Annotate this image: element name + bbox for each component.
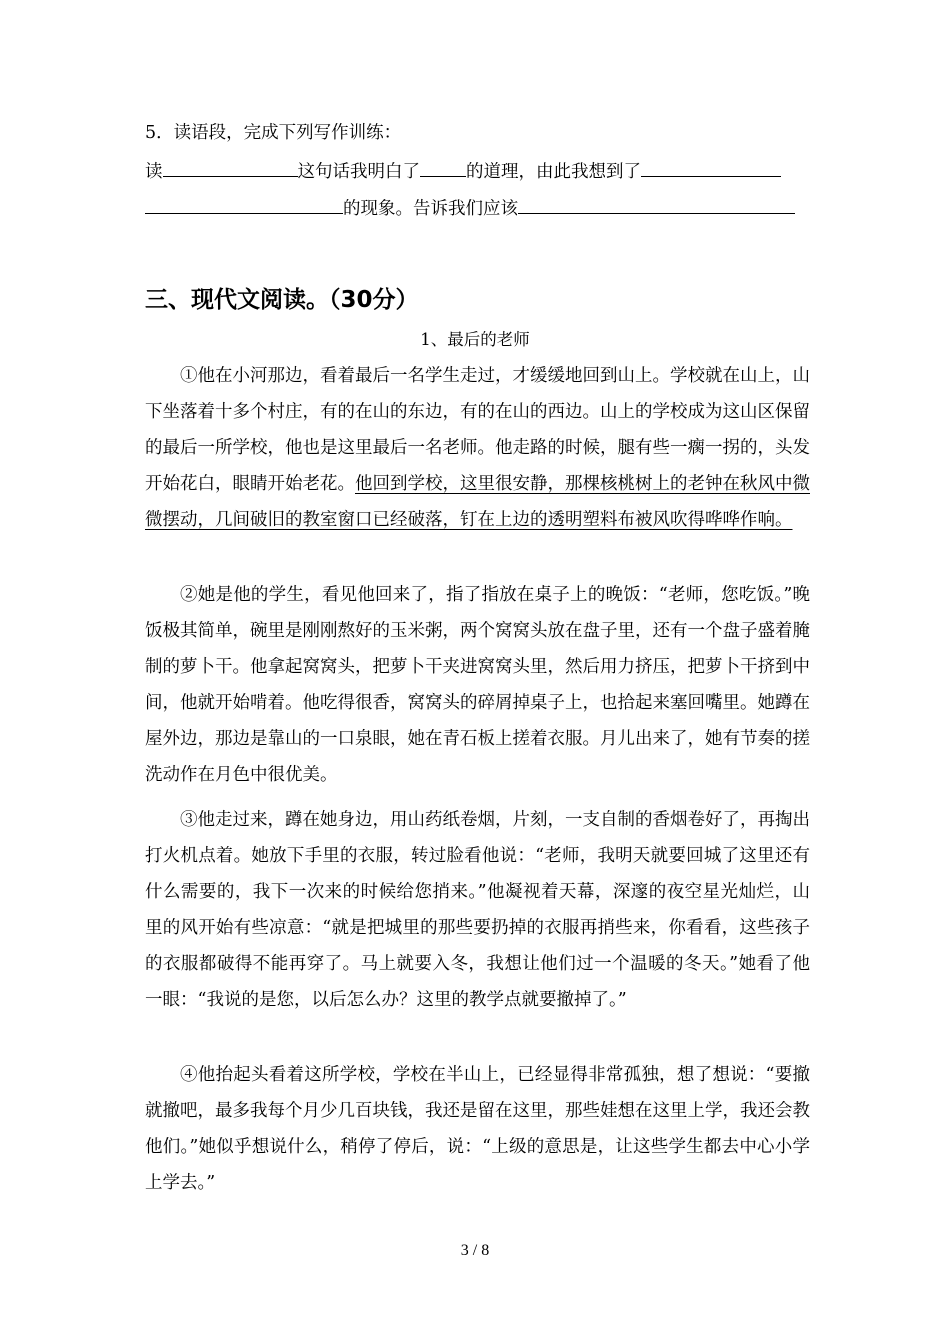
answer-blank-1[interactable] [163,159,298,177]
paragraph-1-text: ①他在小河那边，看着最后一名学生走过，才缓缓地回到山上。学校就在山上，山下坐落着十多个村庄，有的在山的东边，有的在山的西边。山上的学校成为这山区保留的最后一所学校，他也是这里最后一名老师。他走路的时候，腿有些一瘸一拐的，头发开始花白，眼睛开始老花。 [145,366,810,494]
q5-text-understand: 这句话我明白了 [297,162,420,182]
answer-blank-4[interactable] [145,196,343,214]
section-title: 三、现代文阅读。（30分） [145,287,419,313]
question-5-line-2 [145,196,810,221]
page-number: 3 / 8 [460,1242,490,1259]
article-paragraph-1 [145,358,810,538]
q5-text-reason: 的道理，由此我想到了 [466,162,641,182]
article-paragraph-4: ④他抬起头看着这所学校，学校在半山上，已经显得非常孤独，想了想说：“要撤就撤吧，最多我每个月少几百块钱，我还是留在这里，那些娃想在这里上学，我还会教他们。”她似乎想说什么，稍停了停后，说：“上级的意思是，让这些学生都去中心小学上学去。” [145,1065,810,1193]
answer-blank-3[interactable] [641,159,781,177]
answer-blank-5[interactable] [518,196,795,214]
underlined-sentence: 他回到学校，这里很安静，那棵核桃树上的老钟在秋风中微微摆动，几间破旧的教室窗口已经破落，钉在上边的透明塑料布被风吹得哗哗作响。 [145,474,810,530]
article-title: 1、最后的老师 [420,330,530,349]
question-5-title: 5．读语段，完成下列写作训练： [145,123,402,143]
q5-text-read: 读 [145,162,163,182]
q5-text-phenomenon: 的现象。告诉我们应该 [343,199,518,219]
article-paragraph-2: ②她是他的学生，看见他回来了，指了指放在桌子上的晚饭：“老师，您吃饭。”晚饭极其简单，碗里是刚刚熬好的玉米粥，两个窝窝头放在盘子里，还有一个盘子盛着腌制的萝卜干。他拿起窝窝头，把萝卜干夹进窝窝头里，然后用力挤压，把萝卜干挤到中间，他就开始啃着。他吃得很香，窝窝头的碎屑掉桌子上，也拾起来塞回嘴里。她蹲在屋外边，那边是靠山的一口泉眼，她在青石板上搓着衣服。月儿出来了，她有节奏的搓洗动作在月色中很优美。 [145,585,810,785]
article-paragraph-3: ③他走过来，蹲在她身边，用山药纸卷烟，片刻，一支自制的香烟卷好了，再掏出打火机点着。她放下手里的衣服，转过脸看他说：“老师，我明天就要回城了这里还有什么需要的，我下一次来的时候给您捎来。”他凝视着天幕，深邃的夜空星光灿烂，山里的风开始有些凉意：“就是把城里的那些要扔掉的衣服再捎些来，你看看，这些孩子的衣服都破得不能再穿了。马上就要入冬，我想让他们过一个温暖的冬天。”她看了他一眼：“我说的是您，以后怎么办？这里的教学点就要撤掉了。” [145,810,810,1010]
question-5-line-1 [145,159,810,184]
answer-blank-2[interactable] [420,159,466,177]
